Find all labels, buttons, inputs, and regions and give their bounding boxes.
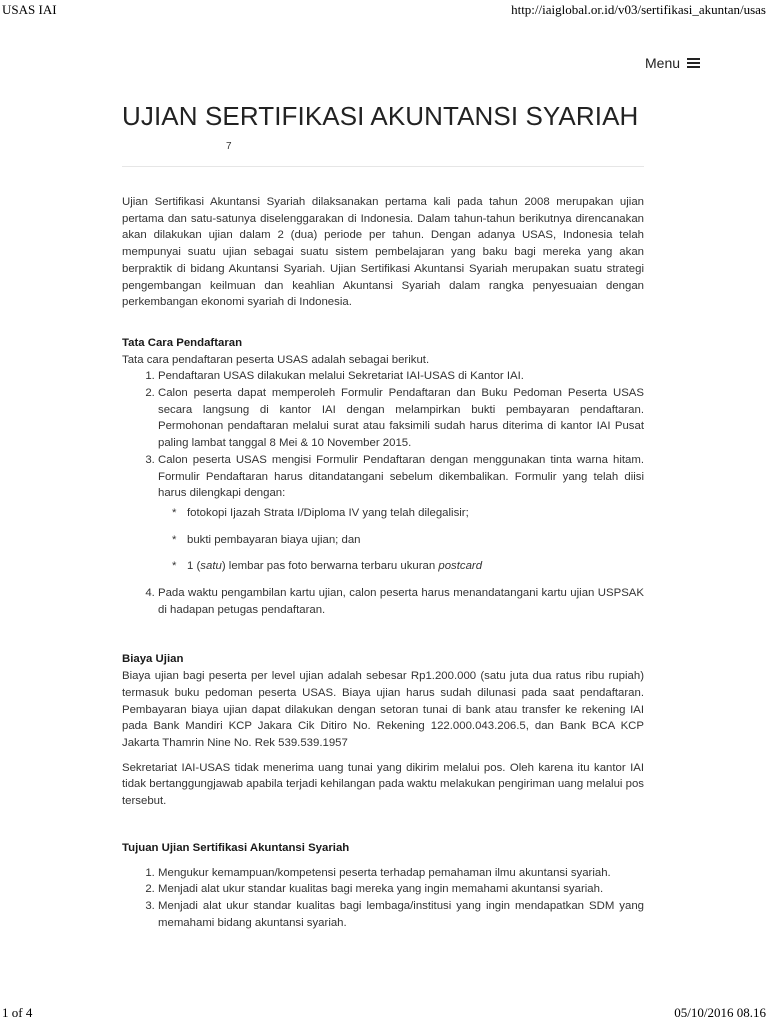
title-divider	[122, 166, 644, 167]
step-text: Pendaftaran USAS dilakukan melalui Sekretariat IAI-USAS di Kantor IAI.	[158, 370, 524, 383]
requirement-text: fotokopi Ijazah Strata I/Diploma IV yang telah dilegalisir;	[187, 506, 469, 519]
asterisk-bullet: *	[172, 506, 177, 519]
registration-steps	[122, 368, 644, 618]
list-item	[158, 585, 644, 618]
print-header-title: USAS IAI	[2, 2, 57, 17]
print-footer-datetime: 05/10/2016 08.16	[674, 1005, 766, 1020]
requirement-emphasis: satu	[200, 560, 222, 573]
hamburger-icon	[687, 58, 700, 68]
print-header-url: http://iaiglobal.or.id/v03/sertifikasi_akuntan/usas	[511, 2, 766, 17]
registration-heading: Tata Cara Pendaftaran	[122, 336, 243, 349]
goal-text: Menjadi alat ukur standar kualitas bagi lembaga/institusi yang ingin mendapatkan SDM yang memahami bidang akuntansi syariah.	[158, 899, 644, 929]
goals-heading: Tujuan Ujian Sertifikasi Akuntansi Syariah	[122, 841, 350, 854]
fees-paragraph: Biaya ujian bagi peserta per level ujian adalah sebesar Rp1.200.000 (satu juta dua ratus ribu rupiah) termasuk buku pedoman peserta USAS. Biaya ujian harus sudah dilunasi pada saat pendaftaran. Pembayaran biaya ujian dapat dilakukan dengan setoran tunai di bank atau transfer ke rekening IAI pada Bank Mandiri KCP Jakara Cik Ditiro No. Rekening 122.000.043.206.5, dan Bank BCA KCP Jakarta Thamrin Nine No. Rek 539.539.1957	[122, 670, 644, 749]
article-content	[122, 194, 644, 931]
list-item	[172, 532, 644, 549]
menu-label: Menu	[645, 55, 681, 71]
intro-paragraph: Ujian Sertifikasi Akuntansi Syariah dilaksanakan pertama kali pada tahun 2008 merupakan ujian pertama dan satu-satunya diselenggarakan di Indonesia. Dalam tahun-tahun berikutnya direncanakan akan dilakukan ujian dalam 2 (dua) periode per tahun. Dengan adanya USAS, Indonesia telah mempunyai suatu ujian sebagai suatu sistem pembelajaran yang baku bagi mereka yang akan berpraktik di bidang Akuntansi Syariah. Ujian Sertifikasi Akuntansi Syariah merupakan suatu strategi pengembangan keilmuan dan keahlian Akuntansi Syariah dalam rangka penyesuaian dengan perkembangan ekonomi syariah di Indonesia.	[122, 196, 644, 309]
requirement-text: 1 (satu) lembar pas foto berwarna terbaru ukuran postcard	[187, 560, 483, 573]
list-item	[172, 558, 644, 575]
registration-lead: Tata cara pendaftaran peserta USAS adalah sebagai berikut.	[122, 353, 430, 366]
list-item	[158, 368, 644, 385]
list-item	[172, 505, 644, 522]
asterisk-bullet: *	[172, 560, 177, 573]
goal-text: Mengukur kemampuan/kompetensi peserta terhadap pemahaman ilmu akuntansi syariah.	[158, 866, 611, 879]
list-item	[158, 898, 644, 931]
goal-text: Menjadi alat ukur standar kualitas bagi mereka yang ingin memahami akuntansi syariah.	[158, 883, 604, 896]
fees-heading: Biaya Ujian	[122, 653, 184, 666]
step-text: Calon peserta USAS mengisi Formulir Pendaftaran dengan menggunakan tinta warna hitam. Formulir Pendaftaran harus ditandatangani sebelum dikembalikan. Formulir yang telah diisi harus dilengkapi dengan:	[158, 453, 644, 500]
fees-paragraph: Sekretariat IAI-USAS tidak menerima uang tunai yang dikirim melalui pos. Oleh karena itu kantor IAI tidak bertanggungjawab apabila terjadi kehilangan pada waktu melakukan pengiriman uang melalui pos tersebut.	[122, 761, 644, 808]
requirements-list	[158, 505, 644, 575]
requirement-emphasis: postcard	[438, 560, 483, 573]
menu-button[interactable]	[645, 53, 700, 73]
goals-list	[122, 865, 644, 932]
list-item	[158, 452, 644, 575]
list-item	[158, 881, 644, 898]
step-text: Pada waktu pengambilan kartu ujian, calon peserta harus menandatangani kartu ujian USPSAK di hadapan petugas pendaftaran.	[158, 587, 644, 616]
list-item	[158, 865, 644, 882]
asterisk-bullet: *	[172, 533, 177, 546]
print-footer-page: 1 of 4	[2, 1005, 33, 1020]
page-title: UJIAN SERTIFIKASI AKUNTANSI SYARIAH	[122, 101, 639, 131]
list-item	[158, 385, 644, 452]
comment-count[interactable]: 7	[226, 141, 232, 152]
requirement-text: bukti pembayaran biaya ujian; dan	[187, 533, 361, 546]
step-text: Calon peserta dapat memperoleh Formulir Pendaftaran dan Buku Pedoman Peserta USAS secara langsung di kantor IAI dengan melampirkan bukti pembayaran pendaftaran. Permohonan pendaftaran melalui surat atau faksimili sudah harus diterima di kantor IAI Pusat paling lambat tanggal 8 Mei & 10 November 2015.	[158, 387, 644, 450]
